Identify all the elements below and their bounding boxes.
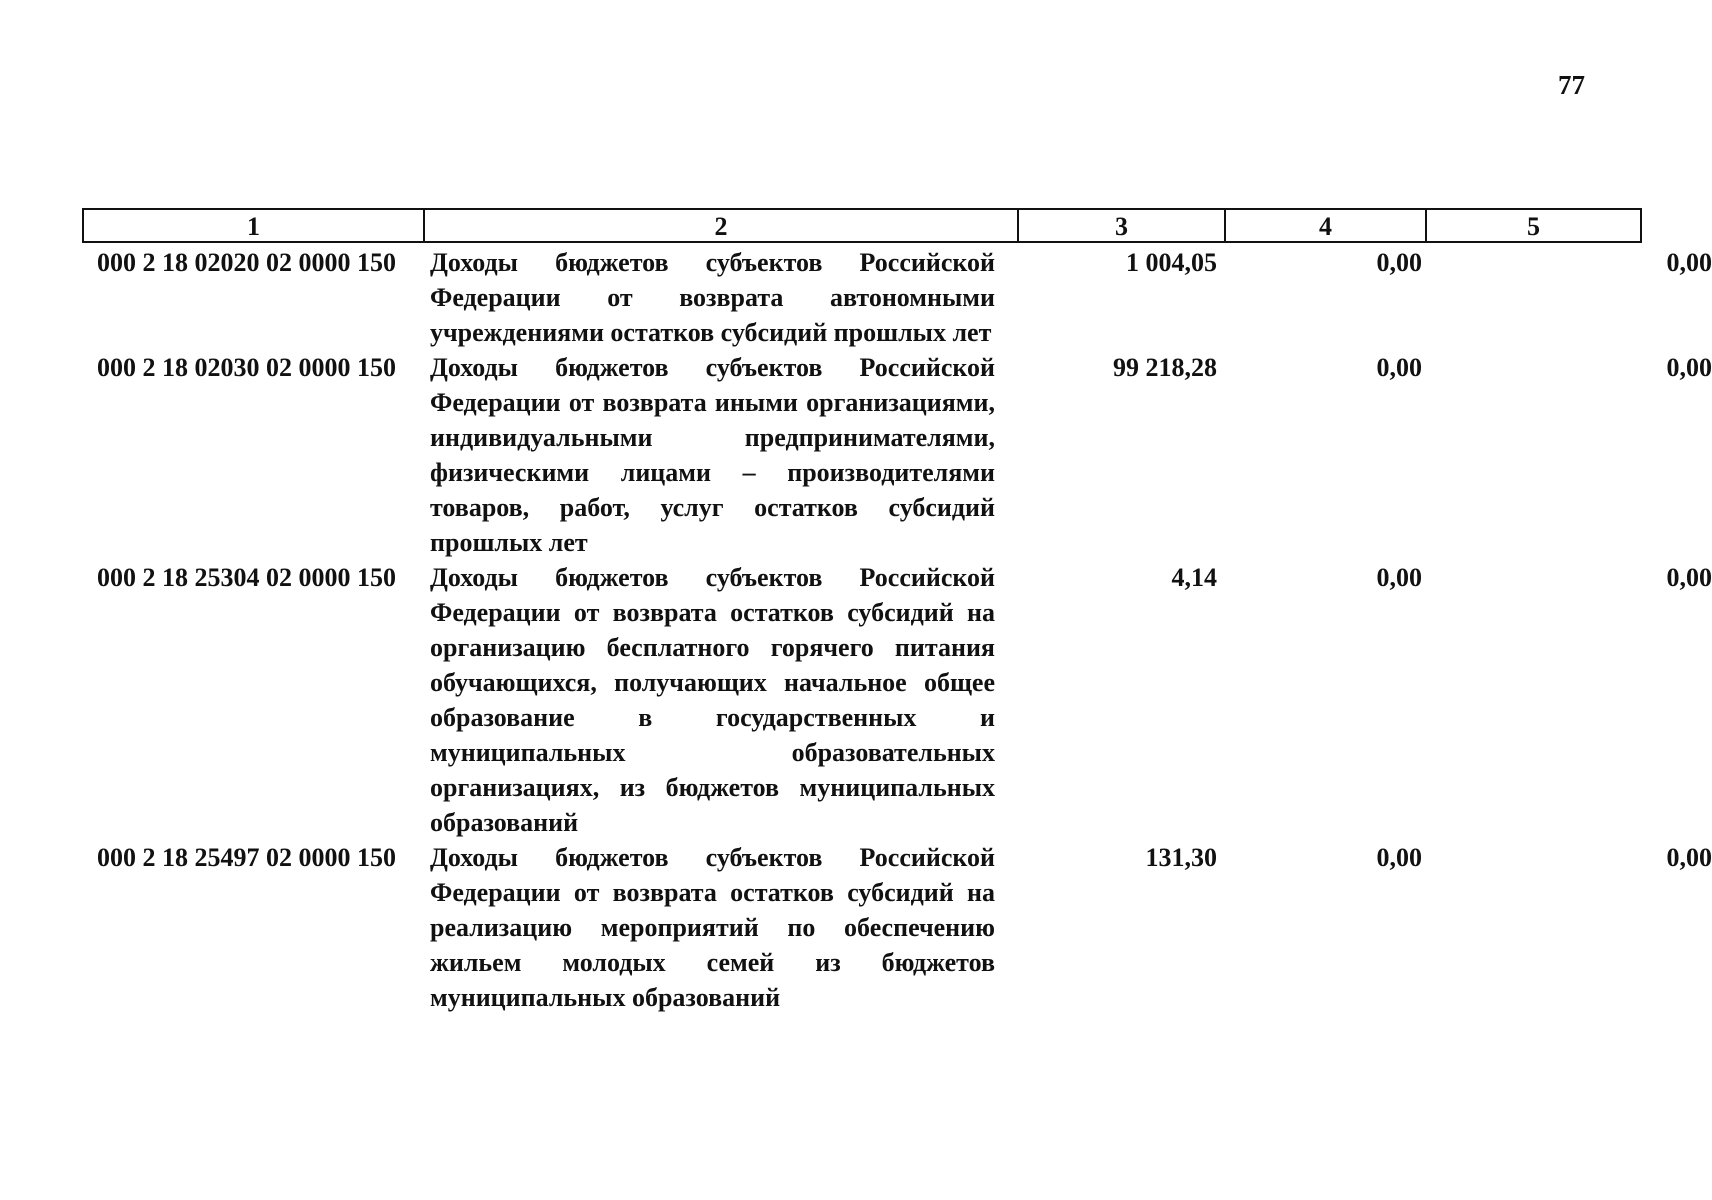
value-col-4: 0,00 bbox=[1376, 248, 1422, 277]
income-description: Доходы бюджетов субъектов Российской Федерации от возврата остатков субсидий на реализацию мероприятий по обеспечению жильем молодых семей из бюджетов муниципальных образований bbox=[430, 843, 995, 1012]
income-description: Доходы бюджетов субъектов Российской Федерации от возврата иными организациями, индивидуальными предпринимателями, физическими лицами – производителями товаров, работ, услуг остатков субсидий прошлых лет bbox=[430, 353, 995, 557]
budget-code: 000 2 18 02020 02 0000 150 bbox=[97, 248, 396, 277]
value-col-4: 0,00 bbox=[1376, 353, 1422, 382]
value-col-5: 0,00 bbox=[1666, 563, 1712, 592]
value-col-3: 1 004,05 bbox=[1126, 248, 1217, 277]
income-description: Доходы бюджетов субъектов Российской Федерации от возврата автономными учреждениями остатков субсидий прошлых лет bbox=[430, 248, 995, 347]
budget-code: 000 2 18 25497 02 0000 150 bbox=[97, 843, 396, 872]
table-header bbox=[82, 208, 1642, 243]
header-col-1: 1 bbox=[84, 210, 425, 241]
header-col-2: 2 bbox=[425, 210, 1019, 241]
header-col-3: 3 bbox=[1019, 210, 1226, 241]
page-number: 77 bbox=[1558, 70, 1585, 100]
value-col-5: 0,00 bbox=[1666, 843, 1712, 872]
value-col-4: 0,00 bbox=[1376, 563, 1422, 592]
income-description: Доходы бюджетов субъектов Российской Федерации от возврата остатков субсидий на организацию бесплатного горячего питания обучающихся, получающих начальное общее образование в государственных и муниципальных образовательных организациях, из бюджетов муниципальных образований bbox=[430, 563, 995, 837]
value-col-5: 0,00 bbox=[1666, 353, 1712, 382]
value-col-3: 131,30 bbox=[1145, 843, 1217, 872]
header-col-5: 5 bbox=[1527, 211, 1540, 241]
value-col-3: 4,14 bbox=[1171, 563, 1217, 592]
budget-code: 000 2 18 02030 02 0000 150 bbox=[97, 353, 396, 382]
budget-code: 000 2 18 25304 02 0000 150 bbox=[97, 563, 396, 592]
value-col-3: 99 218,28 bbox=[1113, 353, 1217, 382]
value-col-4: 0,00 bbox=[1376, 843, 1422, 872]
header-col-4: 4 bbox=[1226, 210, 1427, 241]
value-col-5: 0,00 bbox=[1666, 248, 1712, 277]
